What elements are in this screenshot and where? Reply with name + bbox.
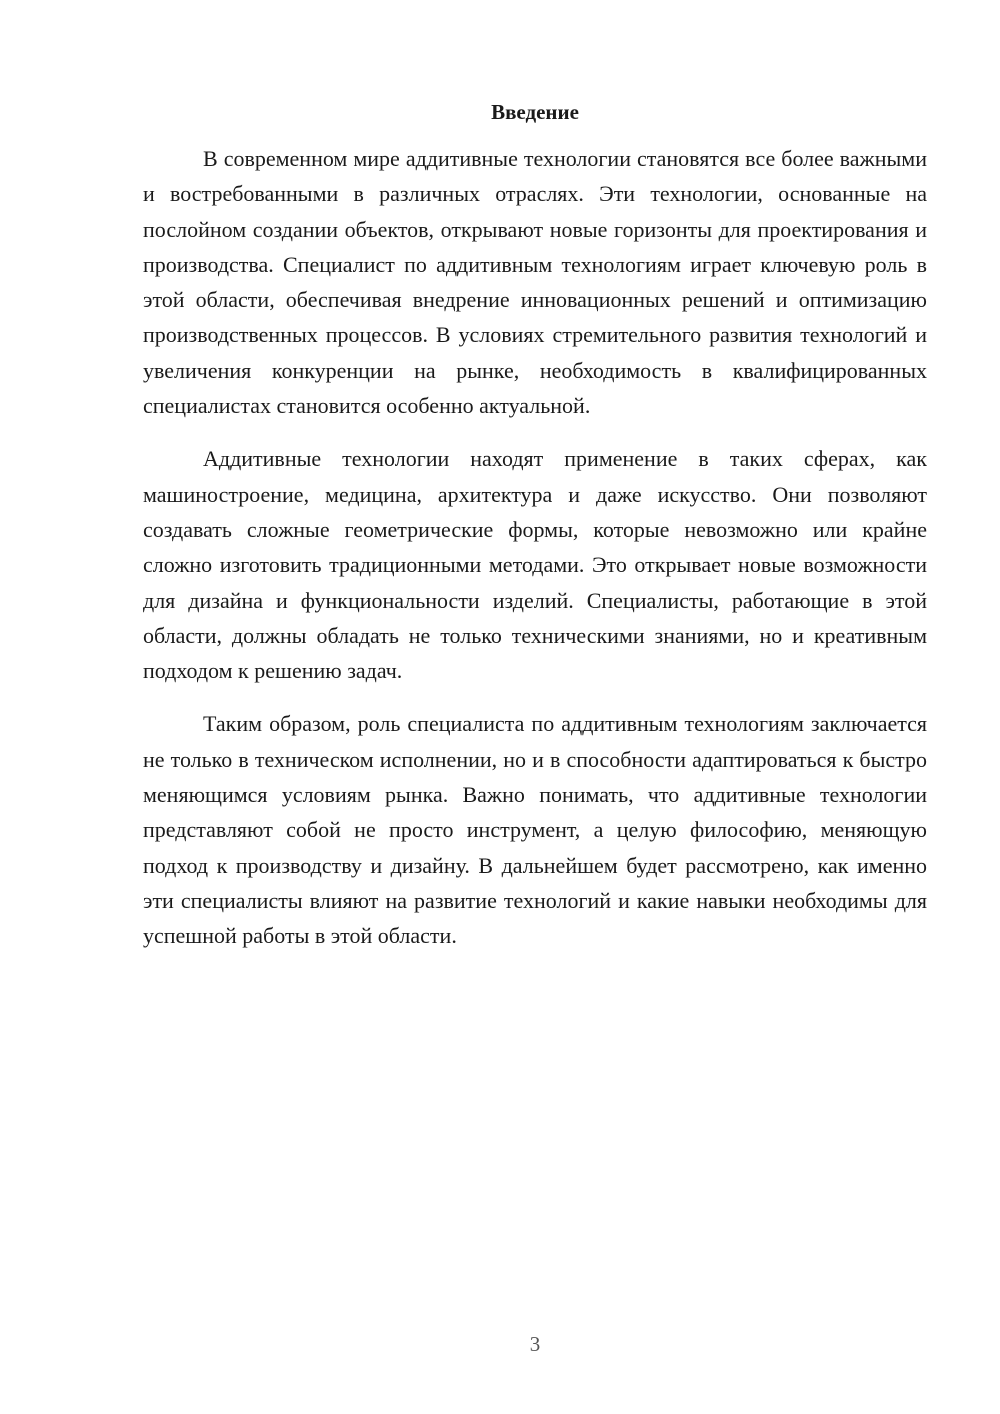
section-heading: Введение (491, 100, 579, 124)
intro-paragraph-2: Аддитивные технологии находят применение в таких сферах, как машиностроение, медицина, архитектура и даже искусство. Они позволяют создавать сложные геометрические формы, которые невозможно или крайне сложно изготовить традиционными методами. Это открывает новые возможности для дизайна и функциональности изделий. Специалисты, работающие в этой области, должны обладать не только техническими знаниями, но и креативным подходом к решению задач. (143, 446, 927, 684)
intro-paragraph-3: Таким образом, роль специалиста по аддитивным технологиям заключается не только в техническом исполнении, но и в способности адаптироваться к быстро меняющимся условиям рынка. Важно понимать, что аддитивные технологии представляют собой не просто инструмент, а целую философию, меняющую подход к производству и дизайну. В дальнейшем будет рассмотрено, как именно эти специалисты влияют на развитие технологий и какие навыки необходимы для успешной работы в этой области. (143, 711, 927, 949)
page-content (143, 96, 927, 954)
intro-paragraph-1: В современном мире аддитивные технологии становятся все более важными и востребованными в различных отраслях. Эти технологии, основанные на послойном создании объектов, открывают новые горизонты для проектирования и производства. Специалист по аддитивным технологиям играет ключевую роль в этой области, обеспечивая внедрение инновационных решений и оптимизацию производственных процессов. В условиях стремительного развития технологий и увеличения конкуренции на рынке, необходимость в квалифицированных специалистах становится особенно актуальной. (143, 146, 927, 419)
page-number: 3 (529, 1332, 541, 1356)
